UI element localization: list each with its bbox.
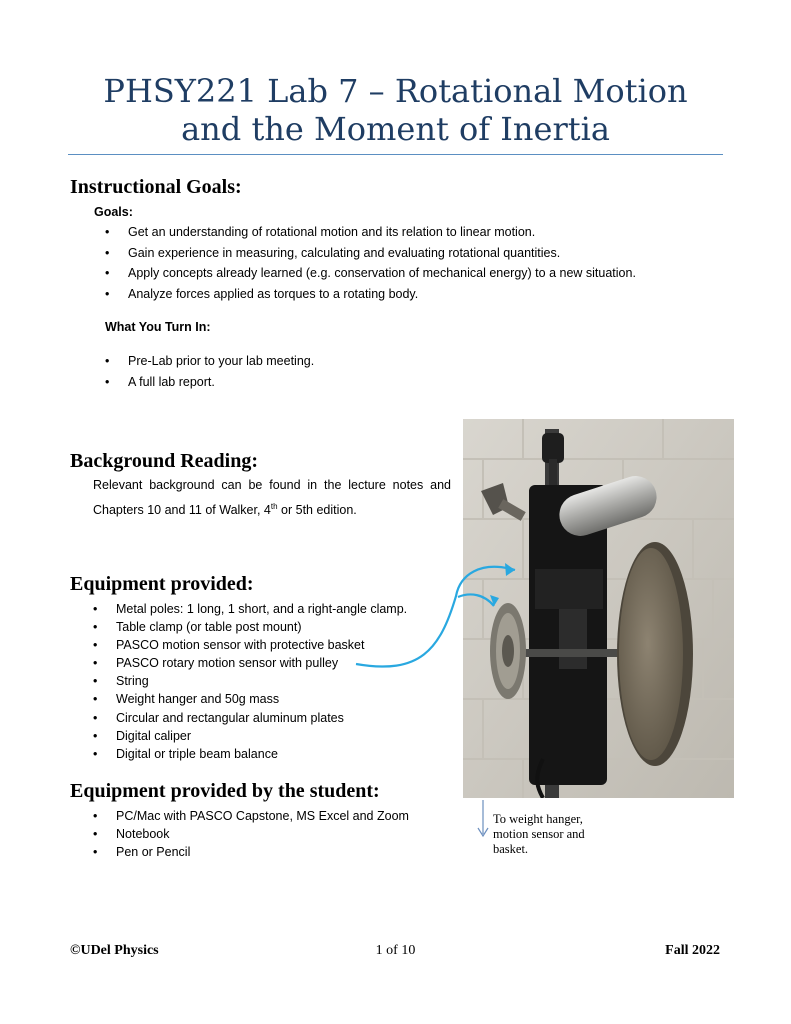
bullet: • bbox=[93, 728, 98, 743]
footer-right: Fall 2022 bbox=[665, 943, 720, 958]
list-item: • Metal poles: 1 long, 1 short, and a right-angle clamp. bbox=[93, 600, 407, 618]
title-line-1: PHSY221 Lab 7 – Rotational Motion bbox=[103, 72, 688, 110]
equipment-heading: Equipment provided: bbox=[70, 573, 254, 595]
bullet: • bbox=[93, 674, 98, 689]
bullet: • bbox=[93, 692, 98, 707]
list-item: • Pen or Pencil bbox=[93, 843, 409, 861]
footer-page-number: 1 of 10 bbox=[375, 943, 416, 958]
callout-arrow-branch bbox=[458, 594, 494, 606]
list-item: • Digital caliper bbox=[93, 727, 407, 745]
figure-caption: To weight hanger, motion sensor and basket. bbox=[493, 812, 585, 856]
list-item: • Table clamp (or table post mount) bbox=[93, 618, 407, 636]
student-equipment-heading: Equipment provided by the student: bbox=[70, 780, 380, 802]
list-item: • Analyze forces applied as torques to a rotating body. bbox=[105, 284, 636, 305]
turn-in-label: What You Turn In: bbox=[105, 320, 211, 334]
goals-label: Goals: bbox=[94, 205, 133, 219]
bullet: • bbox=[105, 245, 110, 260]
bullet: • bbox=[93, 845, 98, 860]
callout-arrow bbox=[356, 567, 515, 667]
bullet: • bbox=[93, 656, 98, 671]
list-item: • Apply concepts already learned (e.g. conservation of mechanical energy) to a new situation. bbox=[105, 263, 636, 284]
bullet: • bbox=[105, 225, 110, 239]
list-item: • Weight hanger and 50g mass bbox=[93, 690, 407, 708]
list-item: • Pre-Lab prior to your lab meeting. bbox=[105, 351, 314, 372]
background-paragraph: Relevant background can be found in the lecture notes and Chapters 10 and 11 of Walker, 4th or 5th edition. bbox=[93, 478, 451, 518]
background-reading-heading: Background Reading: bbox=[70, 450, 259, 472]
list-item: • A full lab report. bbox=[105, 372, 314, 393]
bullet: • bbox=[93, 638, 98, 653]
bullet: • bbox=[105, 286, 110, 301]
list-item: • Digital or triple beam balance bbox=[93, 745, 407, 763]
bullet: • bbox=[105, 354, 110, 368]
bullet: • bbox=[93, 827, 98, 842]
list-item: • String bbox=[93, 672, 407, 690]
title-line-2: and the Moment of Inertia bbox=[181, 110, 610, 148]
bullet: • bbox=[105, 374, 110, 389]
list-item: • Circular and rectangular aluminum plates bbox=[93, 709, 407, 727]
bullet: • bbox=[105, 266, 110, 281]
list-item: • PC/Mac with PASCO Capstone, MS Excel and Zoom bbox=[93, 807, 409, 825]
list-item: • PASCO rotary motion sensor with pulley bbox=[93, 654, 407, 672]
bullet: • bbox=[93, 809, 98, 823]
bullet: • bbox=[93, 710, 98, 725]
list-item: • Get an understanding of rotational motion and its relation to linear motion. bbox=[105, 222, 636, 243]
footer-left: ©UDel Physics bbox=[70, 943, 159, 958]
bullet: • bbox=[93, 746, 98, 761]
arrowhead-icon bbox=[505, 563, 515, 576]
list-item: • Gain experience in measuring, calculating and evaluating rotational quantities. bbox=[105, 243, 636, 264]
list-item: • Notebook bbox=[93, 825, 409, 843]
bullet: • bbox=[93, 620, 98, 635]
list-item: • PASCO motion sensor with protective basket bbox=[93, 636, 407, 654]
bullet: • bbox=[93, 602, 98, 616]
instructional-goals-heading: Instructional Goals: bbox=[70, 176, 242, 198]
